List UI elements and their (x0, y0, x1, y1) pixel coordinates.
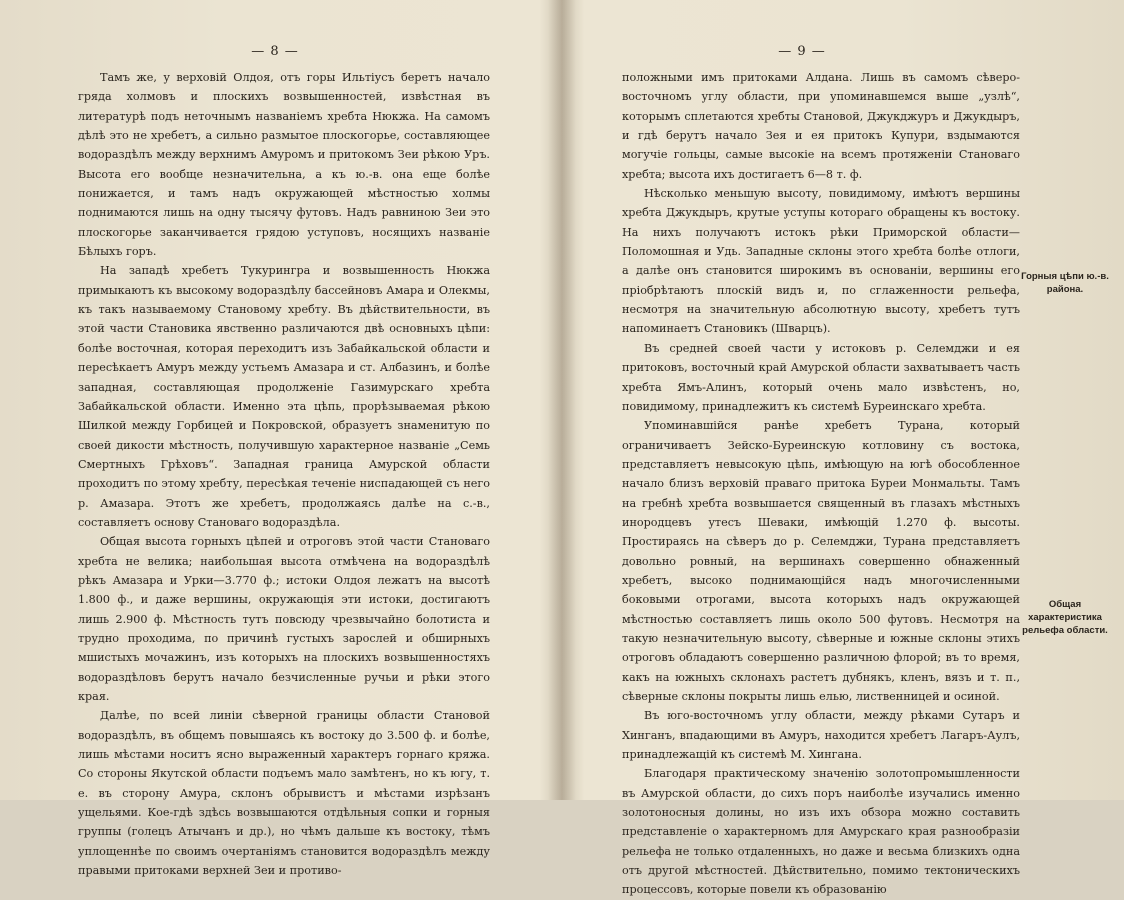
paragraph: Тамъ же, у верховій Олдоя, отъ горы Ильтiусъ беретъ начало гряда холмовъ и плоскихъ возвышенностей, извѣстная въ литературѣ подъ неточнымъ названіемъ хребта Нюкжа. На самомъ дѣлѣ это не хребетъ, а сильно размытое плоскогорье, составляющее водораздѣлъ между верхнимъ Амуромъ и притокомъ Зеи рѣкою Уръ. Высота его вообще незначительна, а къ ю.-в. она еще болѣе понижается, и тамъ надъ окружающей мѣстностью холмы поднимаются лишь на одну тысячу футовъ. Надъ равниною Зеи это плоскогорье заканчивается грядою уступовъ, носящихъ названіе Бѣлыхъ горъ. (78, 71, 490, 259)
margin-note: Горныя цѣпи ю.-в. района. (1021, 271, 1109, 295)
paragraph: Общая высота горныхъ цѣпей и отроговъ этой части Становаго хребта не велика; наибольшая высота отмѣчена на водораздѣлѣ рѣкъ Амазара и Урки—3.770 ф.; истоки Олдоя лежатъ на высотѣ 1.800 ф., и даже вершины, окружающія эти истоки, достигаютъ лишь 2.900 ф. Мѣстность тутъ повсюду чрезвычайно болотиста и трудно проходима, по причинѣ густыхъ зарослей и обширныхъ мшистыхъ мочажинъ, изъ которыхъ на плоскихъ возвышенностяхъ водораздѣловъ берутъ начало безчисленные ручьи и рѣки этого края. (78, 535, 490, 703)
paragraph: положными имъ притоками Алдана. Лишь въ самомъ сѣверо-восточномъ углу области, при упоминавшемся выше „узлѣ“, которымъ сплетаются хребты Становой, Джукджуръ и Джукдыръ, и гдѣ берутъ начало Зея и ея притокъ Купури, вздымаются могучіе гольцы, самые высокіе на всемъ протяженіи Становаго хребта; высота ихъ достигаетъ 6—8 т. ф. (622, 71, 1020, 181)
margin-note: Общая характеристика рельефа области. (1022, 599, 1108, 636)
right-page-text (622, 68, 1020, 900)
paragraph: На западѣ хребетъ Тукурингра и возвышенность Нюкжа примыкаютъ къ высокому водораздѣлу бассейновъ Амара и Олекмы, къ такъ называемому Становому хребту. Въ дѣйствительности, въ этой части Становика явственно различаются двѣ основныхъ цѣпи: болѣе восточная, которая переходитъ изъ Забайкальской области и пересѣкаетъ Амуръ между устьемъ Амазара и ст. Албазинъ, и болѣе западная, составляющая продолженіе Газимурскаго хребта Забайкальской области. Именно эта цѣпь, прорѣзываемая рѣкою Шилкой между Горбицей и Покровской, образуетъ знаменитую по своей дикости мѣстность, получившую характерное названіе „Семь Смертныхъ Грѣховъ“. Западная граница Амурской области проходитъ по этому хребту, пересѣкая теченіе ниспадающей съ него р. Амазара. Этотъ же хребетъ, продолжаясь далѣе на с.-в., составляетъ основу Становаго водораздѣла. (78, 264, 490, 529)
paragraph: Упоминавшійся ранѣе хребетъ Турана, который ограничиваетъ Зейско-Буреинскую котловину съ востока, представляетъ невысокую цѣпь, имѣющую на югѣ обособленное начало близъ верховій праваго притока Буреи Монмальты. Тамъ на гребнѣ хребта возвышается священный въ глазахъ мѣстныхъ инородцевъ утесъ Шеваки, имѣющій 1.270 ф. высоты. Простираясь на сѣверъ до р. Селемджи, Турана представляетъ довольно ровный, на вершинахъ совершенно обнаженный хребетъ, высоко поднимающійся надъ многочисленными боковыми отрогами, высота которыхъ надъ окружающей мѣстностью составляетъ лишь около 500 футовъ. Несмотря на такую незначительную высоту, сѣверные и южные склоны этихъ отроговъ обладаютъ совершенно различною флорой; въ то время, какъ на южныхъ склонахъ растетъ дубнякъ, кленъ, вязъ и т. п., сѣверные склоны покрыты лишь елью, лиственницей и осиной. (622, 419, 1020, 703)
paragraph: Далѣе, по всей линіи сѣверной границы области Становой водораздѣлъ, въ общемъ повышаясь къ востоку до 3.500 ф. и болѣе, лишь мѣстами носитъ ясно выраженный характеръ горнаго кряжа. Со стороны Якутской области подъемъ мало замѣтенъ, но къ югу, т. е. въ сторону Амура, склонъ обрывистъ и мѣстами изрѣзанъ ущельями. Кое-гдѣ здѣсь возвышаются отдѣльныя сопки и горныя группы (голецъ Атычанъ и др.), но чѣмъ дальше къ востоку, тѣмъ уплощеннѣе по своимъ очертаніямъ становится водораздѣлъ между правыми притоками верхней Зеи и противо- (78, 709, 490, 878)
page-number-right: — 9 — (778, 44, 826, 59)
right-page (562, 0, 1124, 897)
page-number-left: — 8 — (251, 44, 299, 59)
paragraph: Въ юго-восточномъ углу области, между рѣками Сутаръ и Хинганъ, впадающими въ Амуръ, находится хребетъ Лагаръ-Аулъ, принадлежащій къ системѣ М. Хингана. (622, 709, 1020, 762)
paragraph: Благодаря практическому значенію золотопромышленности въ Амурской области, до сихъ поръ наиболѣе изучались именно золотоносныя долины, но изъ ихъ обзора можно составить представленіе о характерномъ для Амурскаго края разнообразіи рельефа не только отдаленныхъ, но даже и весьма близкихъ одна отъ другой мѣстностей. Дѣйствительно, помимо тектоническихъ процессовъ, которые повели къ образованію (622, 767, 1020, 897)
left-page (0, 0, 560, 878)
left-page-text (78, 68, 490, 880)
paragraph: Нѣсколько меньшую высоту, повидимому, имѣютъ вершины хребта Джукдыръ, крутые уступы котораго обращены къ востоку. На нихъ получаютъ истокъ рѣки Приморской области—Поломошная и Удь. Западные склоны этого хребта болѣе отлоги, а далѣе онъ становится широкимъ въ основаніи, вершины его пріобрѣтаютъ плоскій видъ и, по сглаженности рельефа, несмотря на значительную абсолютную высоту, хребетъ тутъ напоминаетъ Становикъ (Шварцъ). (622, 187, 1020, 336)
paragraph: Въ средней своей части у истоковъ р. Селемджи и ея притоковъ, восточный край Амурской области захватываетъ часть хребта Ямъ-Алинъ, который очень мало извѣстенъ, но, повидимому, принадлежитъ къ системѣ Буреинскаго хребта. (622, 341, 1020, 413)
